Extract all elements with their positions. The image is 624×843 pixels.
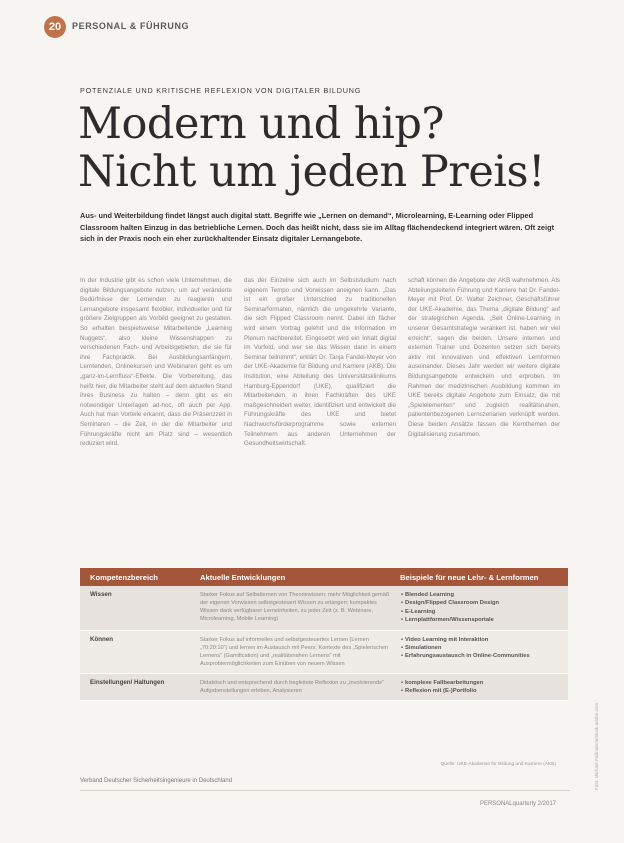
table-cell-examples: [390, 586, 568, 630]
example-item: • E-Learning: [407, 608, 568, 616]
body-column-1-text: In der Industrie gibt es schon viele Unternehmen, die digitale Bildungsangebote nutzen, um auf veränderte Bedürfnisse der Lernenden zu reagieren und Lernangebote insgesamt flexibler, individueller und für größere Zielgruppen als Vorbild geeignet zu gestalten. So erhalten beispielsweise Mitarbeitende „Learning Nuggets“, also kleine Wissenshappen zu verschiedenen Fach- und Arbeitsgebieten, die sie für ihre Fachpraktik. Bei Ausbildungsanfängern, Lerntenden, Onlinekursen und Webinaren geht es um „ganz-im-Lernfluss“-Effekte. Die Vorbereitung, das heißt hier, die Mitarbeiter steht auf dem aktuellen Stand ihres Business zu halten – denn gibt es ein notwendiger Unterlagen ad-hoc, oft auch per App. Auch hat man Vorteile erkannt, dass die Präsenzzeit in Seminaren – die Zeit, in der die Mitarbeiter und Führungskräfte nicht am Platz sind – wesentlich reduziert wird.: [80, 277, 232, 448]
table-header-area: Kompetenzbereich: [90, 572, 158, 582]
magazine-issue: PERSONALquarterly 2/2017: [479, 801, 556, 807]
body-column-2-text: das der Einzelne sich auch im Selbststudium nach eigenem Tempo und Vorwissen aneignen kann. „Das ist ein großer Unterschied zu traditionellen Seminarformaten, nämlich die umgekehrte Variante, die sich Flipped Classroom nennt. Dabei ich fächer wird einem Vortrag gelehrt und die Information im Plenum nachbereitet. Eingesetzt wird ein Inhalt digital im Vorfeld, und wer sie das Wissen dann in einem Seminar teilnimmt“, erklärt Dr. Tanja Fandel-Meyer von der UKE-Akademie für Bildung und Karriere (AKB). Die Institution, eine Abteilung des Universitätsklinikums Hamburg-Eppendorf (UKE), qualifiziert die Mitarbeitenden in ihren Fachkräften des UKE maßgeschneidert weiter, identifiziert und entwickelt die Führungskräfte des UKE und bietet Nachwuchsförderprogramme sowie externen Teilnehmern aus anderen Unternehmen der Gesundheitswirtschaft.: [244, 277, 396, 448]
table-source: Quelle: UKE-Akademie für Bildung und Karriere (AKB): [440, 762, 556, 767]
example-item: • Erfahrungsaustausch in Online-Communities: [407, 652, 568, 660]
article-body: [80, 276, 560, 558]
table-cell-examples: [390, 674, 568, 701]
table-row: [80, 674, 568, 702]
example-item: • Lernplattformen/Wissensportale: [407, 616, 568, 624]
example-item: • Blended Learning: [407, 591, 568, 599]
body-column-1: [80, 276, 232, 558]
example-item: • Design/Flipped Classroom Design: [407, 599, 568, 607]
table-header-row: [80, 568, 568, 586]
headline-line-2: Nicht um jeden Preis!: [78, 147, 545, 197]
example-item: • Simulationen: [407, 644, 568, 652]
section-label: PERSONAL & FÜHRUNG: [72, 21, 190, 31]
article-kicker: POTENZIALE UND KRITISCHE REFLEXION VON DIGITALER BILDUNG: [80, 86, 362, 95]
footnote: Verband Deutscher Sicherheitsingenieure in Deutschland: [80, 778, 233, 784]
page-number-badge: 20: [44, 16, 66, 38]
table-cell-development: Didaktisch und entsprechend durch begleitete Reflexion zu „involvierende“ Aufgabenstellungen erleben, Analysieren: [200, 679, 385, 694]
example-item: • Video Learning mit Interaktion: [407, 636, 568, 644]
table-cell-development: Starker Fokus auf Selbstlernen von Theoriewissen; mehr Möglichkeit gemäß der eigenen Vorwissen selbstgesteuert Wissen zu erlangen; kompaktes Wissen dank verfügbarer Lerneinheiten, zu jeder Zeit (z. B. Webinare, Microlearning, Mobile Learning): [200, 592, 390, 622]
headline-line-1: Modern und hip?: [78, 99, 444, 149]
body-column-2: [244, 276, 396, 558]
example-item: • Reflexion mit (E-)Portfolio: [407, 687, 568, 695]
table-cell-area: Wissen: [90, 591, 112, 598]
table-header-examples: Beispiele für neue Lehr- & Lernformen: [400, 572, 539, 582]
table-row: [80, 631, 568, 674]
article-headline: [78, 100, 545, 196]
table-cell-area: Können: [90, 635, 114, 643]
table-cell-examples: [390, 631, 568, 673]
body-column-3: [408, 276, 560, 558]
table-row: [80, 586, 568, 631]
article-lead: Aus- und Weiterbildung findet längst auch digital statt. Begriffe wie „Lernen on demand“, Microlearning, E-Learning oder Flipped Classroom halten Einzug in das betriebliche Lernen. Doch das heißt nicht, dass sie im Alltag flächendeckend integriert wären. Oft zeigt sich in der Praxis noch ein eher zurückhaltender Einsatz digitaler Lernangebote.: [80, 211, 555, 243]
table-cell-area: Einstellungen/ Haltungen: [90, 678, 165, 686]
table-cell-development: Starker Fokus auf informelles und selbstgesteuertes Lernen (Lernen „70:20:10“) und lernen im Austausch mit Peers; Kontexte des „Spielerischen Lernens“ (Gamification) und „realitätsnahen Lernens“ mit Ausprobiermöglichkeiten zum Einüben von neuem Wissen: [200, 636, 389, 667]
competence-table: [80, 568, 568, 701]
body-column-3-text: schaft können die Angebote der AKB wahrnehmen. Als Abteilungsleiterin Führung und Karriere hat Dr. Fandel-Meyer mit Prof. Dr. Walter Zeichner, Geschäftsführer der UKE-Akademie, das Thema „digitale Bildung“ auf der strategischen Agenda. „Seit Online-Learning in unserer Gesamtstrategie verankert ist, haben wir viel erreicht“, sagen die beiden. Unsere internen und externen Trainer und Dozenten setzen sich bereits aktiv mit innovativen und effektiven Lernformen auseinander. Dieses Jahr werden wir weitere digitale Bildungsangebote entwickeln und erproben. Im Rahmen der medizinischen Ausbildung kommen im UKE bereits digitale Angebote zum Einsatz, die mit „Spielelementen“ und zugleich realitätsnahen, patientenbezogenen Lernszenarien verknüpft werden. Diese beiden Ansätze fassen die Kernthemen der Digitalisierung zusammen.: [408, 277, 560, 438]
photo-credit: Foto: Michael Paßnahme/stock.adobe.com: [594, 702, 599, 790]
example-item: • komplexe Fallbearbeitungen: [407, 679, 568, 687]
table-header-developments: Aktuelle Entwicklungen: [200, 572, 286, 582]
footer-divider: [80, 790, 570, 791]
